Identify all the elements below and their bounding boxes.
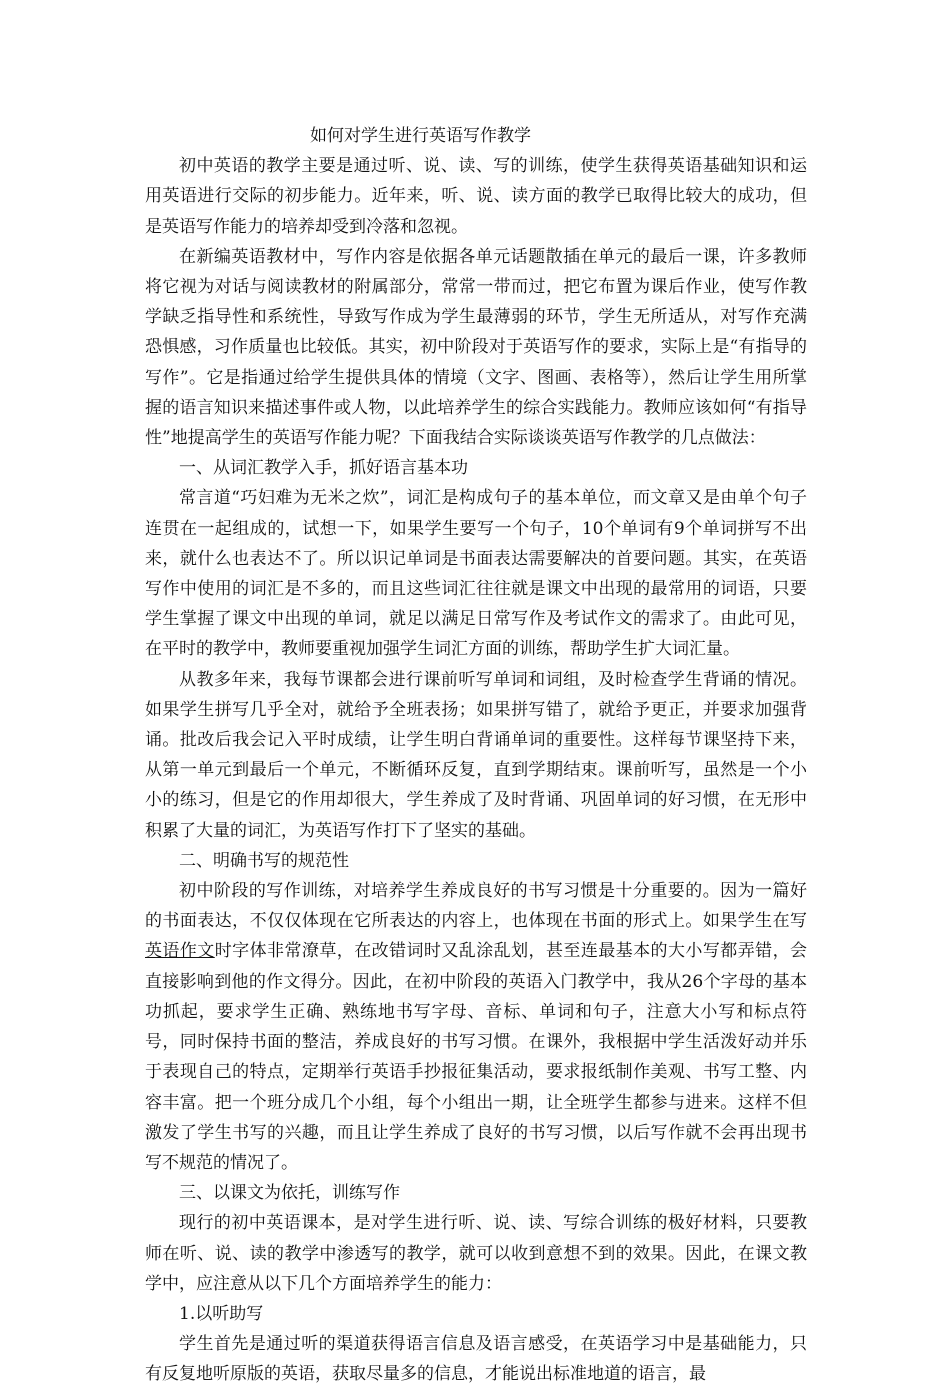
section-heading-textbook: 三、以课文为依托，训练写作 <box>179 1183 400 1204</box>
document-body <box>145 121 807 1390</box>
paragraph-vocabulary: 常言道“巧妇难为无米之炊”，词汇是构成句子的基本单位，而文章又是由单个句子连贯在一起组成的，试想一下，如果学生要写一个句子，10个单词有9个单词拼写不出来，就什么也表达不了。所以识记单词是书面表达需要解决的首要问题。其实，在英语写作中使用的词汇是不多的，而且这些词汇往往就是课文中出现的最常用的词语，只要学生掌握了课文中出现的单词，就足以满足日常写作及考试作文的需求了。由此可见，在平时的教学中，教师要重视加强学生词汇方面的训练，帮助学生扩大词汇量。 <box>145 488 807 660</box>
paragraph-handwriting <box>145 876 807 1178</box>
section-heading-vocabulary: 一、从词汇教学入手，抓好语言基本功 <box>179 458 468 479</box>
paragraph-dictation: 从教多年来，我每节课都会进行课前听写单词和词组，及时检查学生背诵的情况。如果学生拼写几乎全对，就给予全班表扬；如果拼写错了，就给予更正，并要求加强背诵。批改后我会记入平时成绩，让学生明白背诵单词的重要性。这样每节课坚持下来，从第一单元到最后一个单元，不断循环反复，直到学期结束。课前听写，虽然是一个小小的练习，但是它的作用却很大，学生养成了及时背诵、巩固单词的好习惯，在无形中积累了大量的词汇，为英语写作打下了坚实的基础。 <box>145 669 807 841</box>
english-composition-link[interactable]: 英语作文 <box>145 941 215 962</box>
paragraph-textbook: 现行的初中英语课本，是对学生进行听、说、读、写综合训练的极好材料，只要教师在听、说、读的教学中渗透写的教学，就可以收到意想不到的效果。因此，在课文教学中，应注意从以下几个方面培养学生的能力： <box>145 1213 807 1294</box>
subheading-listening: 1.以听助写 <box>179 1303 264 1324</box>
paragraph-handwriting-part-b: 时字体非常潦草，在改错词时又乱涂乱划，甚至连最基本的大小写都弄错，会直接影响到他的作文得分。因此，在初中阶段的英语入门教学中，我从26个字母的基本功抓起，要求学生正确、熟练地书写字母、音标、单词和句子，注意大小写和标点符号，同时保持书面的整洁，养成良好的书写习惯。在课外，我根据中学生活泼好动并乐于表现自己的特点，定期举行英语手抄报征集活动，要求报纸制作美观、书写工整、内容丰富。把一个班分成几个小组，每个小组出一期，让全班学生都参与进来。这样不但激发了学生书写的兴趣，而且让学生养成了良好的书写习惯，以后写作就不会再出现书写不规范的情况了。 <box>145 941 808 1173</box>
paragraph-background: 在新编英语教材中，写作内容是依据各单元话题散插在单元的最后一课，许多教师将它视为对话与阅读教材的附属部分，常常一带而过，把它布置为课后作业，使写作教学缺乏指导性和系统性，导致写作成为学生最薄弱的环节，学生无所适从，对写作充满恐惧感，习作质量也比较低。其实，初中阶段对于英语写作的要求，实际上是“有指导的写作”。它是指通过给学生提供具体的情境（文字、图画、表格等），然后让学生用所掌握的语言知识来描述事件或人物，以此培养学生的综合实践能力。教师应该如何“有指导性”地提高学生的英语写作能力呢？下面我结合实际谈谈英语写作教学的几点做法： <box>145 246 807 449</box>
paragraph-handwriting-part-a: 初中阶段的写作训练，对培养学生养成良好的书写习惯是十分重要的。因为一篇好的书面表达，不仅仅体现在它所表达的内容上，也体现在书面的形式上。如果学生在写 <box>145 881 807 932</box>
document-title: 如何对学生进行英语写作教学 <box>310 126 531 146</box>
paragraph-listening: 学生首先是通过听的渠道获得语言信息及语言感受，在英语学习中是基础能力，只有反复地听原版的英语，获取尽量多的信息，才能说出标准地道的语言，最 <box>145 1334 807 1385</box>
section-heading-handwriting: 二、明确书写的规范性 <box>179 850 349 871</box>
paragraph-intro: 初中英语的教学主要是通过听、说、读、写的训练，使学生获得英语基础知识和运用英语进行交际的初步能力。近年来，听、说、读方面的教学已取得比较大的成功，但是英语写作能力的培养却受到冷落和忽视。 <box>145 156 807 237</box>
